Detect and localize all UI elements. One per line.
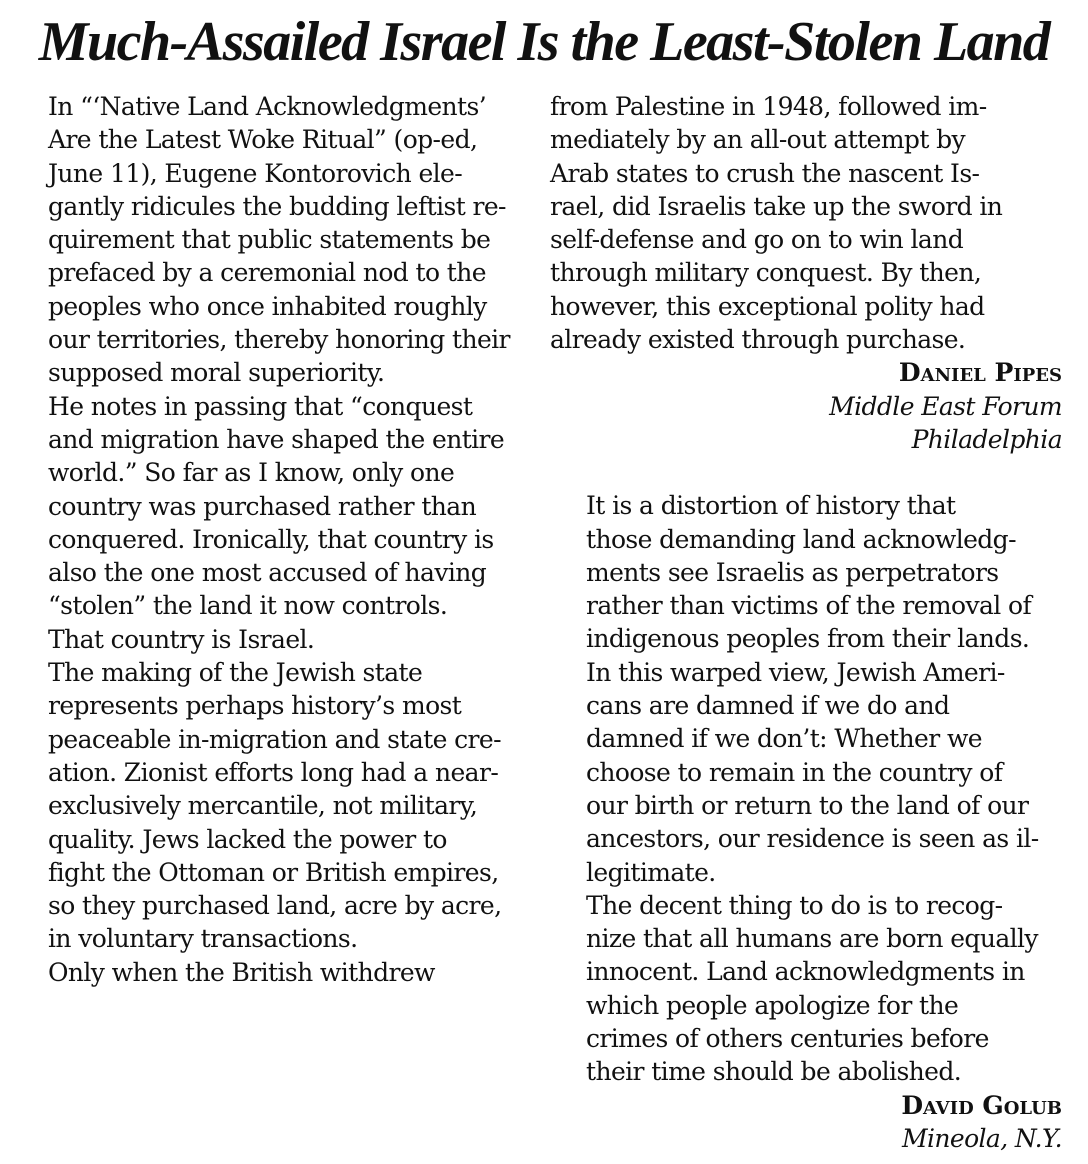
text-line: however, this exceptional polity had [550,291,985,321]
text-line: That country is Israel. [48,624,315,654]
paragraph [12,656,532,956]
column-right [550,90,1066,1155]
text-line: nize that all humans are born equally [586,924,1038,954]
paragraph [12,390,532,656]
text-line: ancestors, our residence is seen as il- [586,824,1039,854]
paragraph [550,489,1066,889]
text-line: exclusively mercantile, not military, [48,791,478,821]
text-line: He notes in passing that “conquest [48,391,473,421]
text-line: “stolen” the land it now controls. [48,591,448,621]
signature-city: Mineola, N.Y. [902,1123,1062,1153]
text-line: Only when the British withdrew [48,957,435,987]
text-line: those demanding land acknowledg- [586,524,1016,554]
text-line: In this warped view, Jewish Ameri- [586,657,1005,687]
text-line: conquered. Ironically, that country is [48,524,494,554]
text-line: legitimate. [586,857,716,887]
text-line: peaceable in-migration and state cre- [48,724,501,754]
text-line: our territories, thereby honoring their [48,325,510,355]
text-line: country was purchased rather than [48,491,477,521]
text-line: prefaced by a ceremonial nod to the [48,258,486,288]
letter-golub [550,489,1066,1155]
text-line: mediately by an all-out attempt by [550,125,966,155]
text-line: In “‘Native Land Acknowledgments’ [48,92,487,121]
text-line: their time should be abolished. [586,1057,962,1087]
text-line: represents perhaps history’s most [48,691,462,721]
text-line: fight the Ottoman or British empires, [48,857,499,887]
text-line: crimes of others centuries before [586,1024,989,1054]
text-line: innocent. Land acknowledgments in [586,957,1025,987]
text-line: choose to remain in the country of [586,757,1003,787]
letter-pipes-column-left [12,90,532,989]
text-line: through military conquest. By then, [550,258,982,288]
text-line: peoples who once inhabited roughly [48,291,487,321]
signature-name: David Golub [901,1090,1062,1120]
text-line: so they purchased land, acre by acre, [48,891,502,921]
signature-affiliation: Middle East Forum [829,391,1062,421]
text-line: gantly ridicules the budding leftist re- [48,191,506,221]
text-line: which people apologize for the [586,990,959,1020]
text-line: quirement that public statements be [48,225,491,255]
text-line: rael, did Israelis take up the sword in [550,191,1003,221]
signature-golub [550,1089,1066,1156]
text-line: in voluntary transactions. [48,924,358,954]
text-line: our birth or return to the land of our [586,790,1029,820]
text-line: supposed moral superiority. [48,358,385,388]
signature-name: Daniel Pipes [898,358,1062,388]
text-line: from Palestine in 1948, followed im- [550,92,987,121]
text-line: self-defense and go on to win land [550,225,964,255]
text-line: It is a distortion of history that [586,491,956,521]
headline: Much-Assailed Israel Is the Least-Stolen Land [38,11,1050,73]
paragraph [12,956,532,989]
text-line: cans are damned if we do and [586,691,950,721]
paragraph [550,90,1066,356]
letter-separator [550,456,1066,489]
text-line: damned if we don’t: Whether we [586,724,982,754]
text-line: world.” So far as I know, only one [48,458,455,488]
text-line: also the one most accused of having [48,558,487,588]
text-line: ments see Israelis as perpetrators [586,557,999,587]
text-line: Arab states to crush the nascent Is- [550,158,980,188]
text-line: rather than victims of the removal of [586,591,1032,621]
paragraph [550,889,1066,1089]
text-line: June 11), Eugene Kontorovich ele- [48,158,463,188]
signature-pipes [550,356,1066,456]
letter-pipes-continued [550,90,1066,456]
text-line: The making of the Jewish state [48,658,423,688]
text-line: Are the Latest Woke Ritual” (op-ed, [48,125,478,155]
text-line: The decent thing to do is to recog- [586,890,1003,920]
text-line: indigenous peoples from their lands. [586,624,1030,654]
text-line: ation. Zionist efforts long had a near- [48,757,499,787]
text-line: and migration have shaped the entire [48,424,505,454]
text-line: quality. Jews lacked the power to [48,824,447,854]
signature-city: Philadelphia [911,424,1062,454]
paragraph [12,90,532,390]
text-line: already existed through purchase. [550,325,966,355]
